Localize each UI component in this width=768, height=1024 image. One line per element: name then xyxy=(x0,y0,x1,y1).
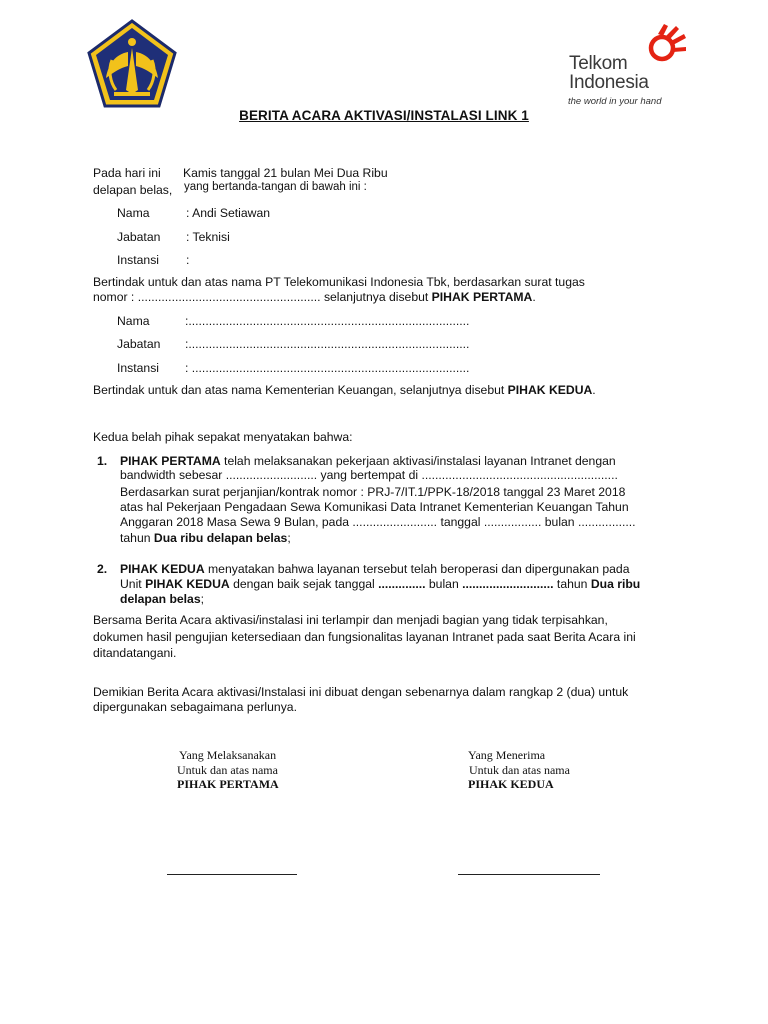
agreement-intro: Kedua belah pihak sepakat menyatakan bahwa: xyxy=(93,430,353,444)
right-signature-role: Yang Menerima xyxy=(468,748,546,762)
party-two-agency-value: : .................................................................................. xyxy=(185,361,470,375)
party-one-agency-value: : xyxy=(186,253,190,267)
closing-p1-line1: Bersama Berita Acara aktivasi/instalasi ini terlampir dan menjadi bagian yang tidak terpisahkan, xyxy=(93,613,608,627)
left-signature-line xyxy=(167,874,297,875)
item-1-line3: Berdasarkan surat perjanjian/kontrak nomor : PRJ-7/IT.1/PPK-18/2018 tanggal 23 Maret 2018 xyxy=(120,485,626,499)
item-2-line1: PIHAK KEDUA menyatakan bahwa layanan tersebut telah beroperasi dan dipergunakan pada xyxy=(120,562,630,576)
item-1-line2: bandwidth sebesar ........................... yang bertempat di .......................................................... xyxy=(120,468,618,482)
item-1-number: 1. xyxy=(97,454,108,468)
left-signature-role: Yang Melaksanakan xyxy=(179,748,277,762)
pihak-pertama-term: PIHAK PERTAMA xyxy=(431,290,533,304)
item-1-line1: PIHAK PERTAMA telah melaksanakan pekerjaan aktivasi/instalasi layanan Intranet dengan xyxy=(120,454,616,468)
opening-text-1: Pada hari ini xyxy=(93,166,161,180)
party-one-position-label: Jabatan xyxy=(117,230,161,244)
opening-text-4: yang bertanda-tangan di bawah ini : xyxy=(184,181,367,193)
party-one-name-label: Nama xyxy=(117,206,150,220)
telkom-tagline: the world in your hand xyxy=(568,96,662,107)
telkom-hand-icon xyxy=(644,22,688,66)
closing-p2-line1: Demikian Berita Acara aktivasi/Instalasi ini dibuat dengan sebenarnya dalam rangkap 2 (dua) untuk xyxy=(93,685,629,699)
item-1-line6: tahun Dua ribu delapan belas; xyxy=(120,531,291,545)
right-signature-party: PIHAK KEDUA xyxy=(468,777,554,791)
party-one-position-value: : Teknisi xyxy=(186,230,230,244)
party-two-agency-label: Instansi xyxy=(117,361,160,375)
right-signature-line xyxy=(458,874,600,875)
party-two-name-value: :................................................................................... xyxy=(185,314,470,328)
indonesia-logo-text: Indonesia xyxy=(569,72,649,93)
right-signature-on-behalf: Untuk dan atas nama xyxy=(469,763,570,777)
party-two-statement: Bertindak untuk dan atas nama Kementerian Keuangan, selanjutnya disebut PIHAK KEDUA. xyxy=(93,383,596,397)
party-one-statement-line2: nomor : ...................................................... selanjutnya disebut PIHAK PERTAMA. xyxy=(93,290,536,304)
party-two-name-label: Nama xyxy=(117,314,150,328)
left-signature-party: PIHAK PERTAMA xyxy=(177,777,279,791)
document-title: BERITA ACARA AKTIVASI/INSTALASI LINK 1 xyxy=(239,108,529,123)
party-two-position-label: Jabatan xyxy=(117,337,161,351)
telkom-logo-text: Telkom xyxy=(569,53,628,74)
opening-text-2: Kamis tanggal 21 bulan Mei Dua Ribu xyxy=(183,166,388,180)
party-one-name-value: : Andi Setiawan xyxy=(186,206,271,220)
party-one-statement-line1: Bertindak untuk dan atas nama PT Telekomunikasi Indonesia Tbk, berdasarkan surat tugas xyxy=(93,275,585,289)
ministry-emblem-logo xyxy=(86,18,178,114)
item-2-line2: Unit PIHAK KEDUA dengan baik sejak tanggal .............. bulan ........................... tahun Dua ribu xyxy=(120,577,641,591)
party-two-position-value: :................................................................................... xyxy=(185,337,470,351)
telkom-indonesia-logo xyxy=(566,22,686,110)
closing-p1-line3: ditandatangani. xyxy=(93,646,177,660)
item-2-line3: delapan belas; xyxy=(120,592,204,606)
closing-p2-line2: dipergunakan sebagaimana perlunya. xyxy=(93,700,297,714)
pihak-kedua-term: PIHAK KEDUA xyxy=(507,383,593,397)
item-1-line4: atas hal Pekerjaan Pengadaan Sewa Komunikasi Data Intranet Kementerian Keuangan Tahun xyxy=(120,500,629,514)
closing-p1-line2: dokumen hasil pengujian ketersediaan dan fungsionalitas layanan Intranet pada saat Berita Acara ini xyxy=(93,630,636,644)
party-one-agency-label: Instansi xyxy=(117,253,160,267)
item-1-line5: Anggaran 2018 Masa Sewa 9 Bulan, pada ......................... tanggal ................. bulan ................. xyxy=(120,515,636,529)
item-2-number: 2. xyxy=(97,562,108,576)
opening-text-3: delapan belas, xyxy=(93,183,173,197)
left-signature-on-behalf: Untuk dan atas nama xyxy=(177,763,278,777)
